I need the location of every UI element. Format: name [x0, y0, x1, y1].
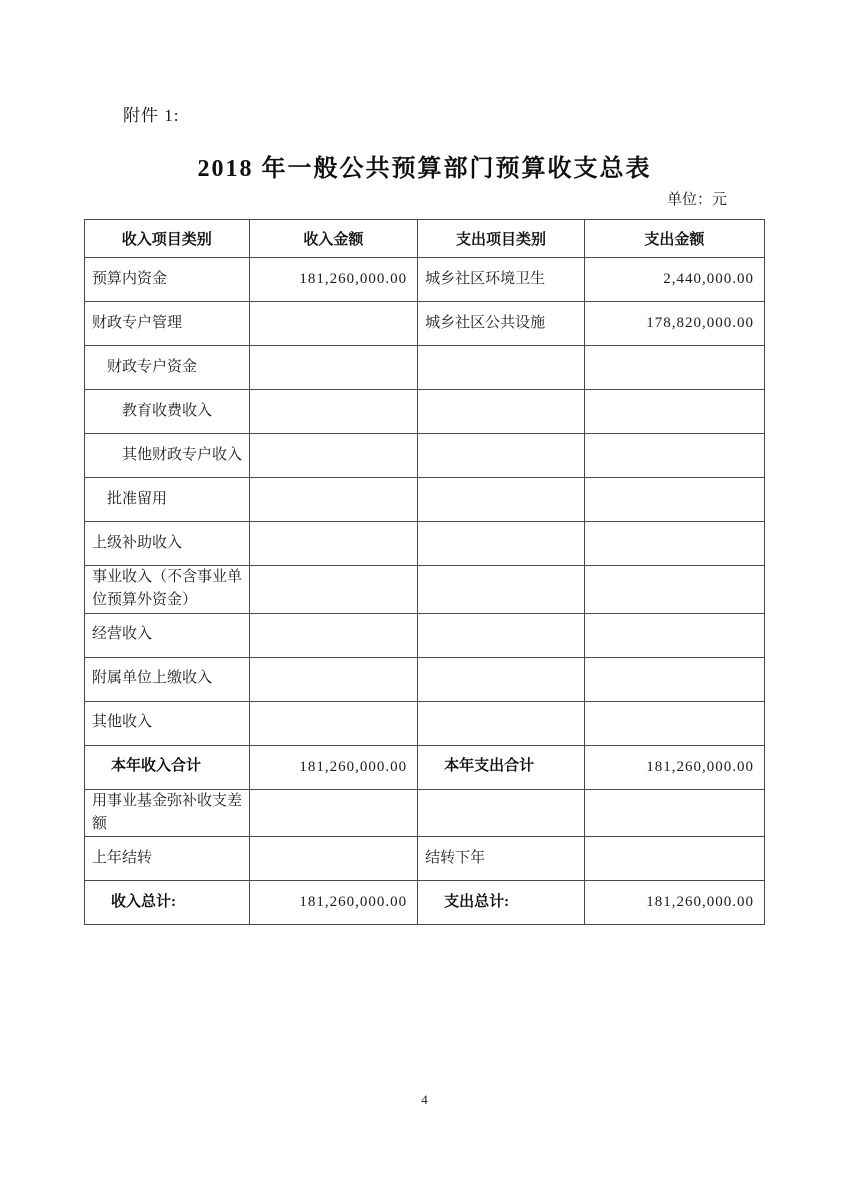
income-item-cell: 本年收入合计	[85, 745, 250, 789]
income-amount-cell	[249, 837, 418, 881]
header-expense-amount: 支出金额	[584, 220, 764, 258]
income-amount-cell	[249, 522, 418, 566]
budget-table	[84, 219, 765, 925]
table-row	[85, 302, 765, 346]
income-item-cell: 批准留用	[85, 478, 250, 522]
income-amount-cell	[249, 566, 418, 614]
expense-item-cell: 支出总计:	[418, 881, 585, 925]
unit-label: 单位：元	[666, 192, 727, 208]
income-item-cell: 经营收入	[85, 613, 250, 657]
expense-item-cell	[418, 478, 585, 522]
income-item-cell: 预算内资金	[85, 258, 250, 302]
expense-amount-cell: 181,260,000.00	[584, 745, 764, 789]
income-amount-cell	[249, 701, 418, 745]
income-amount-cell	[249, 789, 418, 837]
table-row	[85, 258, 765, 302]
table-row	[85, 613, 765, 657]
income-amount-cell: 181,260,000.00	[249, 258, 418, 302]
table-row	[85, 566, 765, 614]
income-amount-cell	[249, 390, 418, 434]
expense-item-cell: 城乡社区环境卫生	[418, 258, 585, 302]
expense-amount-cell	[584, 566, 764, 614]
income-item-cell: 上年结转	[85, 837, 250, 881]
expense-item-cell	[418, 434, 585, 478]
expense-amount-cell: 178,820,000.00	[584, 302, 764, 346]
expense-amount-cell	[584, 613, 764, 657]
table-row	[85, 657, 765, 701]
expense-item-cell	[418, 522, 585, 566]
header-expense-category: 支出项目类别	[418, 220, 585, 258]
expense-item-cell	[418, 566, 585, 614]
page-number: 4	[421, 1092, 428, 1107]
expense-item-cell	[418, 701, 585, 745]
budget-table-body	[85, 258, 765, 925]
header-income-amount: 收入金额	[249, 220, 418, 258]
page-title: 2018 年一般公共预算部门预算收支总表	[197, 156, 652, 182]
income-item-cell: 其他财政专户收入	[85, 434, 250, 478]
income-item-cell: 收入总计:	[85, 881, 250, 925]
expense-item-cell	[418, 346, 585, 390]
expense-amount-cell	[584, 346, 764, 390]
income-amount-cell: 181,260,000.00	[249, 881, 418, 925]
table-row	[85, 701, 765, 745]
income-item-cell: 用事业基金弥补收支差额	[85, 789, 250, 837]
income-amount-cell	[249, 478, 418, 522]
table-row	[85, 837, 765, 881]
expense-item-cell	[418, 390, 585, 434]
expense-amount-cell: 2,440,000.00	[584, 258, 764, 302]
table-row	[85, 390, 765, 434]
expense-amount-cell	[584, 837, 764, 881]
income-item-cell: 其他收入	[85, 701, 250, 745]
expense-amount-cell	[584, 478, 764, 522]
table-row	[85, 434, 765, 478]
expense-amount-cell	[584, 701, 764, 745]
expense-amount-cell: 181,260,000.00	[584, 881, 764, 925]
income-item-cell: 教育收费收入	[85, 390, 250, 434]
expense-item-cell: 结转下年	[418, 837, 585, 881]
income-amount-cell	[249, 302, 418, 346]
income-amount-cell	[249, 434, 418, 478]
income-amount-cell	[249, 613, 418, 657]
income-item-cell: 附属单位上缴收入	[85, 657, 250, 701]
table-header-row	[85, 220, 765, 258]
table-row	[85, 478, 765, 522]
expense-item-cell	[418, 789, 585, 837]
table-row	[85, 346, 765, 390]
expense-amount-cell	[584, 789, 764, 837]
income-item-cell: 事业收入（不含事业单位预算外资金）	[85, 566, 250, 614]
income-item-cell: 财政专户管理	[85, 302, 250, 346]
expense-amount-cell	[584, 390, 764, 434]
table-row	[85, 789, 765, 837]
header-income-category: 收入项目类别	[85, 220, 250, 258]
table-row	[85, 522, 765, 566]
table-row	[85, 745, 765, 789]
income-item-cell: 上级补助收入	[85, 522, 250, 566]
expense-item-cell	[418, 657, 585, 701]
expense-amount-cell	[584, 657, 764, 701]
expense-amount-cell	[584, 522, 764, 566]
expense-amount-cell	[584, 434, 764, 478]
income-item-cell: 财政专户资金	[85, 346, 250, 390]
income-amount-cell	[249, 657, 418, 701]
income-amount-cell: 181,260,000.00	[249, 745, 418, 789]
expense-item-cell	[418, 613, 585, 657]
income-amount-cell	[249, 346, 418, 390]
expense-item-cell: 城乡社区公共设施	[418, 302, 585, 346]
expense-item-cell: 本年支出合计	[418, 745, 585, 789]
attachment-label: 附件 1:	[123, 106, 180, 125]
table-header	[85, 220, 765, 258]
table-row	[85, 881, 765, 925]
